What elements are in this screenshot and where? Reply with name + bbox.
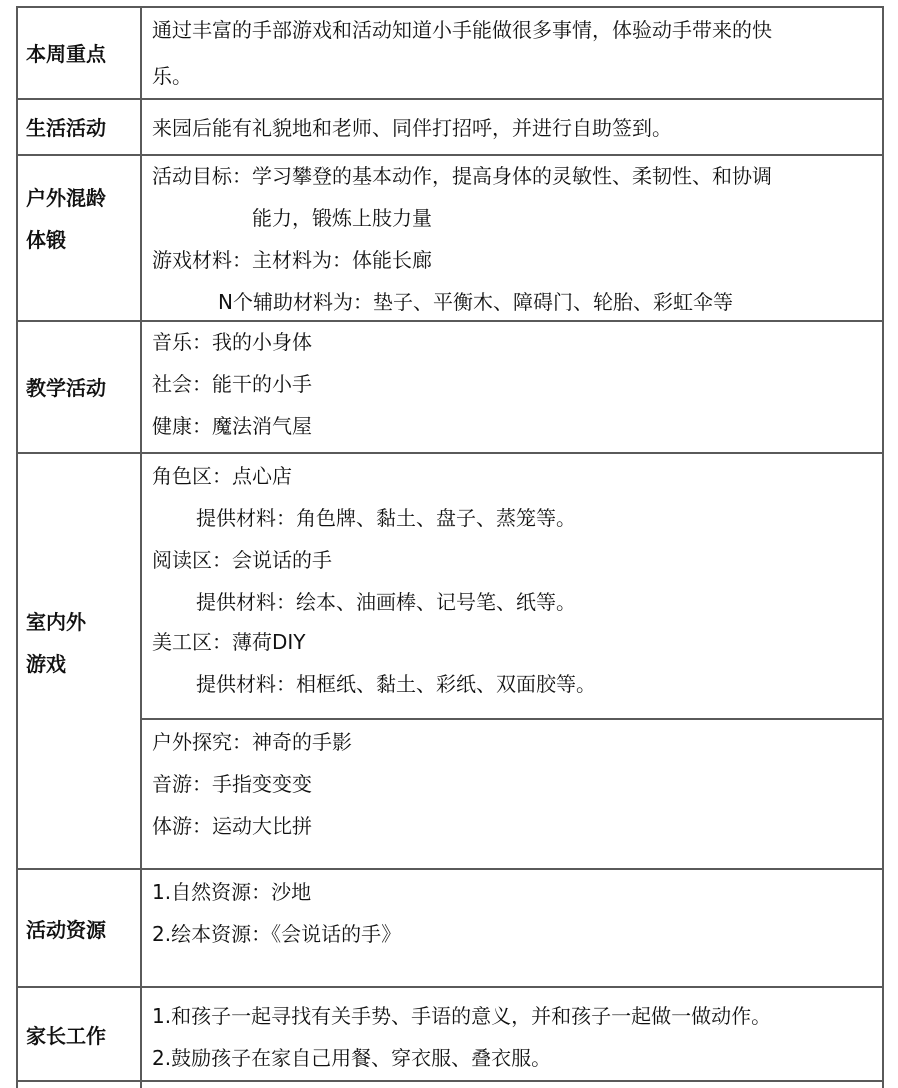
outdoor-game-line: 户外探究：神奇的手影: [152, 730, 352, 754]
outdoor-line: 活动目标：学习攀登的基本动作，提高身体的灵敏性、柔韧性、和协调: [152, 164, 772, 188]
parents-label: 家长工作: [26, 1024, 106, 1048]
outdoor-line: 能力，锻炼上肢力量: [252, 206, 432, 230]
column-divider: [140, 6, 142, 1088]
games-label: 游戏: [26, 652, 66, 676]
row-divider: [16, 868, 884, 870]
row-divider: [16, 154, 884, 156]
outdoor-label: 体锻: [26, 228, 66, 252]
focus-line: 乐。: [152, 64, 192, 88]
teaching-line: 健康：魔法消气屋: [152, 414, 312, 438]
table-border-left: [16, 6, 18, 1088]
focus-label: 本周重点: [26, 42, 106, 66]
indoor-line: 提供材料：相框纸、黏土、彩纸、双面胶等。: [196, 672, 596, 696]
row-divider: [16, 1080, 884, 1082]
row-divider: [16, 986, 884, 988]
parents-line: 1.和孩子一起寻找有关手势、手语的意义，并和孩子一起做一做动作。: [152, 1004, 772, 1028]
teaching-line: 社会：能干的小手: [152, 372, 312, 396]
outdoor-line: N个辅助材料为：垫子、平衡木、障碍门、轮胎、彩虹伞等: [218, 290, 733, 314]
outdoor-label: 户外混龄: [26, 186, 106, 210]
row-divider: [16, 320, 884, 322]
games-label: 室内外: [26, 610, 86, 634]
resources-label: 活动资源: [26, 918, 106, 942]
row-divider-inner: [140, 718, 884, 720]
life-label: 生活活动: [26, 116, 106, 140]
indoor-line: 角色区：点心店: [152, 464, 292, 488]
outdoor-game-line: 体游：运动大比拼: [152, 814, 312, 838]
indoor-line: 提供材料：绘本、油画棒、记号笔、纸等。: [196, 590, 576, 614]
resources-line: 2.绘本资源：《会说话的手》: [152, 922, 402, 946]
parents-line: 2.鼓励孩子在家自己用餐、穿衣服、叠衣服。: [152, 1046, 552, 1070]
row-divider: [16, 98, 884, 100]
outdoor-game-line: 音游：手指变变变: [152, 772, 312, 796]
row-divider: [16, 6, 884, 8]
table-border-right: [882, 6, 884, 1088]
life-line: 来园后能有礼貌地和老师、同伴打招呼，并进行自助签到。: [152, 116, 672, 140]
teaching-line: 音乐：我的小身体: [152, 330, 312, 354]
outdoor-line: 游戏材料：主材料为：体能长廊: [152, 248, 432, 272]
row-divider: [16, 452, 884, 454]
indoor-line: 阅读区：会说话的手: [152, 548, 332, 572]
focus-line: 通过丰富的手部游戏和活动知道小手能做很多事情，体验动手带来的快: [152, 18, 772, 42]
resources-line: 1.自然资源：沙地: [152, 880, 312, 904]
teaching-label: 教学活动: [26, 376, 106, 400]
indoor-line: 美工区：薄荷DIY: [152, 630, 306, 654]
indoor-line: 提供材料：角色牌、黏土、盘子、蒸笼等。: [196, 506, 576, 530]
